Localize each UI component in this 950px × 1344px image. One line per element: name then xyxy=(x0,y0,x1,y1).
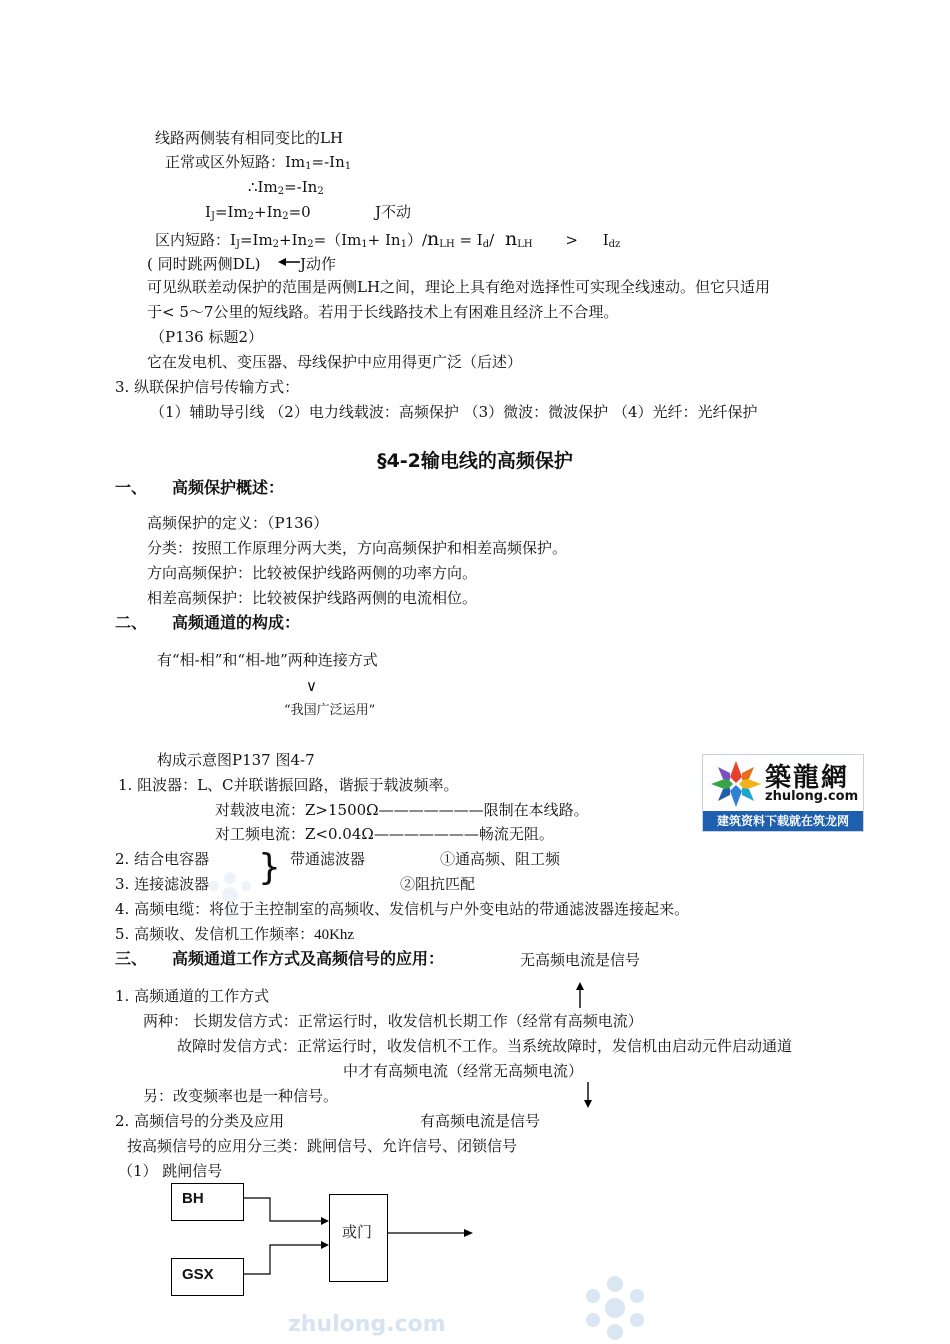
item-connecting-filter: 3. 连接滤波器 xyxy=(115,875,210,893)
text: 5. 高频收、发信机工作频率： xyxy=(115,925,315,943)
text: +In xyxy=(254,203,283,221)
three-signal-types: 按高频信号的应用分三类：跳闸信号、允许信号、闭锁信号 xyxy=(127,1137,518,1155)
item-3-methods: （1）辅助导引线 （2）电力线载波：高频保护 （3）微波：微波保护 （4）光纤：光纤保护 xyxy=(150,403,758,421)
freq-change-note: 另：改变频率也是一种信号。 xyxy=(143,1087,339,1105)
text: 区内短路：I xyxy=(155,231,236,249)
gsx-block xyxy=(171,1258,244,1296)
diagram-ref: 构成示意图P137 图4-7 xyxy=(157,751,315,769)
line-j-not-act: J不动 xyxy=(375,203,412,221)
para-scope-2: 于< 5～7公里的短线路。若用于长线路技术上有困难且经济上不合理。 xyxy=(147,303,619,321)
section-title: §4-2输电线的高频保护 xyxy=(377,450,573,472)
logo-banner: 建筑资料下载就在筑龙网 xyxy=(703,811,863,831)
text: n xyxy=(427,228,440,250)
text: =Im xyxy=(239,231,273,249)
fault-mode-2: 中才有高频电流（经常无高频电流） xyxy=(343,1062,584,1080)
text: = I xyxy=(454,231,483,249)
heading-1-number: 一、 xyxy=(115,478,148,497)
signal-classification-heading: 2. 高频信号的分类及应用 xyxy=(115,1112,285,1130)
logo-chinese-text: 築龍網 xyxy=(765,763,850,793)
subscript: LH xyxy=(517,239,533,250)
heading-1: 高频保护概述： xyxy=(172,478,285,497)
subscript: 2 xyxy=(277,186,285,197)
subscript: 1 xyxy=(361,239,368,250)
text: I xyxy=(602,231,609,249)
bracket: } xyxy=(258,847,281,888)
text: =-In xyxy=(311,153,345,171)
line-lh: 线路两侧装有相同变比的LH xyxy=(155,129,344,147)
text: / xyxy=(489,231,499,249)
text: 正常或区外短路：Im xyxy=(165,153,306,171)
para-scope-1: 可见纵联差动保护的范围是两侧LH之间，理论上具有绝对选择性可实现全线速动。但它只适用 xyxy=(147,278,771,296)
text: > xyxy=(565,231,578,249)
heading-3: 高频通道工作方式及高频信号的应用： xyxy=(172,949,445,968)
widely-used-note: “我国广泛运用” xyxy=(284,703,376,718)
heading-2: 高频通道的构成： xyxy=(172,613,301,632)
watermark-text: zhulong.com xyxy=(288,1312,446,1337)
text: =（Im xyxy=(313,231,362,249)
item-coupling-capacitor: 2. 结合电容器 xyxy=(115,850,210,868)
subscript: 1 xyxy=(305,161,312,172)
heading-3-number: 三、 xyxy=(115,949,148,968)
bh-block xyxy=(171,1183,244,1221)
directional-line: 方向高频保护：比较被保护线路两侧的功率方向。 xyxy=(147,564,478,582)
subscript: 2 xyxy=(307,239,314,250)
phase-diff-line: 相差高频保护：比较被保护线路两侧的电流相位。 xyxy=(147,589,478,607)
bandpass-filter-label: 带通滤波器 xyxy=(290,850,366,868)
subscript: 1 xyxy=(344,161,352,172)
has-hf-signal-note: 有高频电流是信号 xyxy=(420,1112,541,1130)
subscript: J xyxy=(210,211,215,222)
fault-mode-1: 故障时发信方式：正常运行时，收发信机不工作。当系统故障时，发信机由启动元件启动通道 xyxy=(177,1037,793,1055)
subscript: 2 xyxy=(272,239,280,250)
subscript: 2 xyxy=(247,211,255,222)
carrier-current-line: 对载波电流：Z>1500Ω———————限制在本线路。 xyxy=(215,801,589,819)
heading-2-number: 二、 xyxy=(115,613,148,632)
classification-line: 分类：按照工作原理分两大类，方向高频保护和相差高频保护。 xyxy=(147,539,568,557)
text: +In xyxy=(279,231,308,249)
text: ∴Im xyxy=(248,178,278,196)
frequency-value: 40Khz xyxy=(314,927,355,943)
subscript: dz xyxy=(608,239,621,250)
no-hf-signal-note: 无高频电流是信号 xyxy=(520,951,641,969)
check-mark: ∨ xyxy=(306,677,317,695)
subscript: 1 xyxy=(400,239,407,250)
subscript: J xyxy=(235,239,240,250)
item-hf-cable: 4. 高频电缆：将位于主控制室的高频收、发信机与户外变电站的带通滤波器连接起来。 xyxy=(115,900,690,918)
text: n xyxy=(504,228,518,250)
logo-english-text: zhulong.com xyxy=(765,789,859,804)
subscript: d xyxy=(482,239,490,250)
item-wave-trap: 1. 阻波器：L、C并联谐振回路，谐振于载波频率。 xyxy=(118,776,459,794)
text: =0 xyxy=(288,203,311,221)
bh-label: BH xyxy=(182,1190,204,1207)
definition-line: 高频保护的定义：（P136） xyxy=(147,514,329,532)
power-freq-line: 对工频电流：Z<0.04Ω———————畅流无阻。 xyxy=(215,825,554,843)
text: + In xyxy=(367,231,401,249)
para-application: 它在发电机、变压器、母线保护中应用得更广泛（后述） xyxy=(147,353,523,371)
item-3-heading: 3. 纵联保护信号传输方式： xyxy=(115,378,300,396)
text: ( 同时跳两侧DL) xyxy=(147,255,261,273)
impedance-match-note: ②阻抗匹配 xyxy=(400,875,476,893)
connection-methods: 有“相-相”和“相-地”两种连接方式 xyxy=(157,651,378,669)
pass-hf-note: ①通高频、阻工频 xyxy=(440,850,561,868)
subscript: LH xyxy=(439,239,455,250)
or-gate-block xyxy=(329,1194,388,1282)
subscript: 2 xyxy=(317,186,324,197)
ref-p136: （P136 标题2） xyxy=(150,328,264,346)
text: =-In xyxy=(284,178,318,196)
or-gate-label: 或门 xyxy=(342,1223,373,1241)
line-j-act: J动作 xyxy=(300,255,337,273)
long-term-mode: 两种： 长期发信方式：正常运行时，收发信机长期工作（经常有高频电流） xyxy=(143,1012,643,1030)
text: =Im xyxy=(214,203,248,221)
trip-signal-heading: （1） 跳闸信号 xyxy=(118,1162,223,1180)
subscript: 2 xyxy=(282,211,289,222)
gsx-label: GSX xyxy=(182,1266,214,1283)
working-mode-heading: 1. 高频通道的工作方式 xyxy=(115,987,270,1005)
text: ）/ xyxy=(406,231,428,249)
text: I xyxy=(205,203,211,221)
